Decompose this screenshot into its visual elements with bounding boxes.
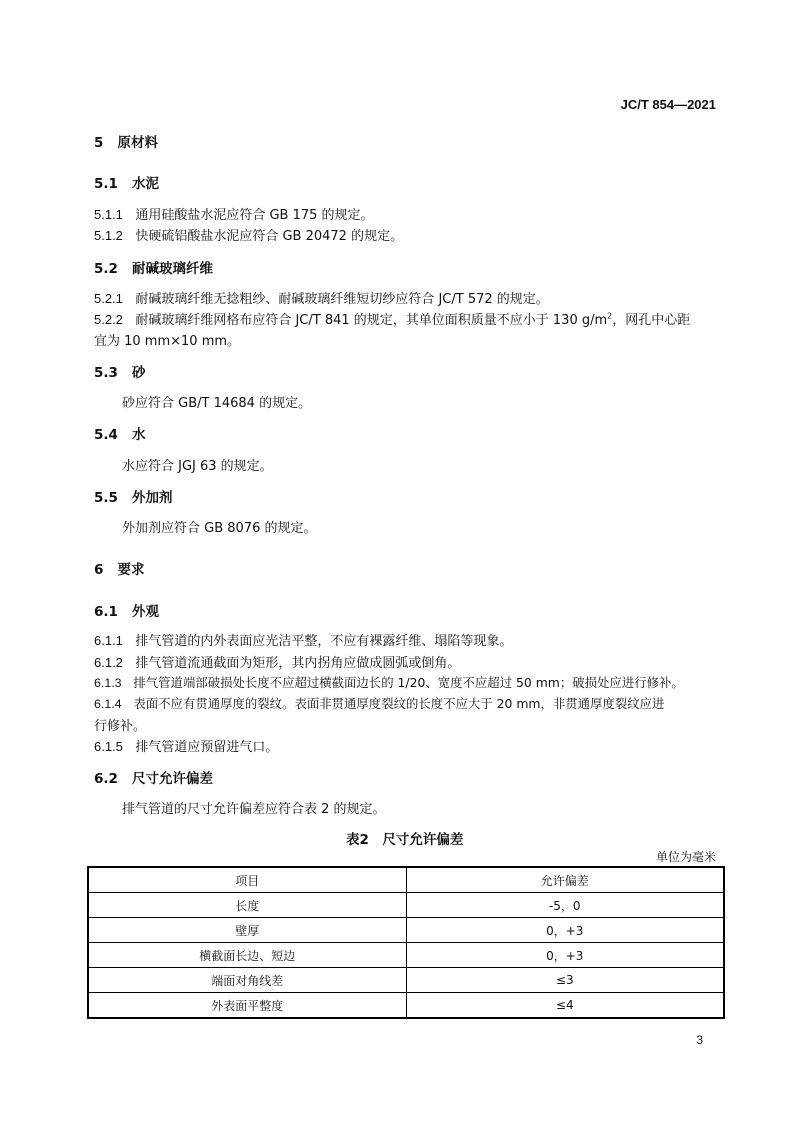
table-row <box>88 968 724 993</box>
clause-number: 5.1.1 <box>94 207 123 222</box>
subsection-number: 6.1 <box>94 604 118 620</box>
clause-text: 排气管道端部破损处长度不应超过横截面边长的 1/20、宽度不应超过 50 mm；破损处应进行修补。 <box>133 675 684 690</box>
section-title: 原材料 <box>117 135 159 151</box>
clause-number: 6.1.1 <box>94 633 123 648</box>
subsection-number: 5.4 <box>94 427 118 443</box>
superscript: 2 <box>607 311 613 321</box>
table-title: 表2 尺寸允许偏差 <box>346 832 464 848</box>
table-cell-item: 壁厚 <box>88 918 406 943</box>
subsection-number: 5.1 <box>94 176 118 192</box>
clause-continuation: 宜为 10 mm×10 mm。 <box>94 334 241 349</box>
clause-text: 快硬硫铝酸盐水泥应符合 GB 20472 的规定。 <box>135 229 404 244</box>
clause <box>94 673 684 691</box>
subsection-title: 尺寸允许偏差 <box>132 771 214 787</box>
subsection-title: 水 <box>132 427 146 443</box>
clause-text: 排气管道流通截面为矩形，其内拐角应做成圆弧或倒角。 <box>135 656 461 671</box>
clause-number: 5.2.2 <box>94 312 123 327</box>
paragraph: 砂应符合 GB/T 14684 的规定。 <box>122 396 312 411</box>
table-header-row <box>88 867 724 893</box>
subsection-title: 外加剂 <box>132 490 173 506</box>
table-header-cell: 项目 <box>88 867 406 893</box>
table-cell-item: 外表面平整度 <box>88 993 406 1019</box>
table-unit: 单位为毫米 <box>655 850 716 864</box>
subsection-heading <box>94 257 213 277</box>
paragraph: 水应符合 JGJ 63 的规定。 <box>122 459 273 474</box>
table-row <box>88 918 724 943</box>
table-cell-value: ≤4 <box>406 993 724 1019</box>
clause-continuation: 行修补。 <box>94 719 147 734</box>
table-header-cell: 允许偏差 <box>406 867 724 893</box>
section-heading <box>94 131 158 151</box>
clause-text: 耐碱玻璃纤维无捻粗纱、耐碱玻璃纤维短切纱应符合 JC/T 572 的规定。 <box>135 292 549 307</box>
table-cell-item: 横截面长边、短边 <box>88 943 406 968</box>
subsection-title: 水泥 <box>132 176 160 192</box>
subsection-title: 外观 <box>132 604 160 620</box>
table-cell-item: 长度 <box>88 893 406 918</box>
table-cell-value: 0，+3 <box>406 943 724 968</box>
clause-number: 6.1.5 <box>94 739 123 754</box>
clause <box>94 288 549 307</box>
tolerance-table <box>87 866 725 1019</box>
section-heading <box>94 558 145 578</box>
subsection-number: 5.3 <box>94 365 118 381</box>
subsection-title: 耐碱玻璃纤维 <box>132 261 214 277</box>
clause-text: 表面不应有贯通厚度的裂纹。表面非贯通厚度裂纹的长度不应大于 20 mm，非贯通厚度裂纹应进 <box>133 696 665 711</box>
subsection-heading <box>94 423 146 443</box>
subsection-heading <box>94 172 159 192</box>
clause <box>94 736 278 755</box>
clause <box>94 630 512 649</box>
subsection-heading <box>94 600 159 620</box>
clause <box>94 652 460 671</box>
page-number: 3 <box>696 1033 703 1047</box>
clause-text-cont: ，网孔中心距 <box>612 313 691 328</box>
subsection-heading <box>94 767 213 787</box>
clause-text: 排气管道的内外表面应光洁平整，不应有裸露纤维、塌陷等现象。 <box>135 634 513 649</box>
clause <box>94 309 690 328</box>
table-row <box>88 943 724 968</box>
subsection-number: 5.2 <box>94 261 118 277</box>
table-cell-item: 端面对角线差 <box>88 968 406 993</box>
subsection-number: 5.5 <box>94 490 118 506</box>
clause-number: 5.2.1 <box>94 291 123 306</box>
table-row <box>88 893 724 918</box>
table-cell-value: -5，0 <box>406 893 724 918</box>
clause <box>94 204 374 223</box>
paragraph: 外加剂应符合 GB 8076 的规定。 <box>122 521 317 536</box>
table-cell-value: ≤3 <box>406 968 724 993</box>
section-number: 6 <box>94 562 104 578</box>
paragraph: 排气管道的尺寸允许偏差应符合表 2 的规定。 <box>122 802 386 817</box>
clause-number: 6.1.4 <box>94 697 122 711</box>
subsection-heading <box>94 486 173 506</box>
section-number: 5 <box>94 135 104 151</box>
clause-text: 排气管道应预留进气口。 <box>135 740 279 755</box>
clause-text: 通用硅酸盐水泥应符合 GB 175 的规定。 <box>135 208 374 223</box>
clause-number: 5.1.2 <box>94 228 123 243</box>
document-code: JC/T 854—2021 <box>620 97 716 112</box>
clause-text: 耐碱玻璃纤维网格布应符合 JC/T 841 的规定，其单位面积质量不应小于 130 g/m <box>135 313 608 328</box>
clause-number: 6.1.2 <box>94 655 123 670</box>
clause <box>94 694 664 712</box>
clause <box>94 225 403 244</box>
table-row <box>88 993 724 1019</box>
table-cell-value: 0，+3 <box>406 918 724 943</box>
subsection-title: 砂 <box>132 365 146 381</box>
subsection-heading <box>94 361 146 381</box>
subsection-number: 6.2 <box>94 771 118 787</box>
section-title: 要求 <box>117 562 145 578</box>
clause-number: 6.1.3 <box>94 676 122 690</box>
